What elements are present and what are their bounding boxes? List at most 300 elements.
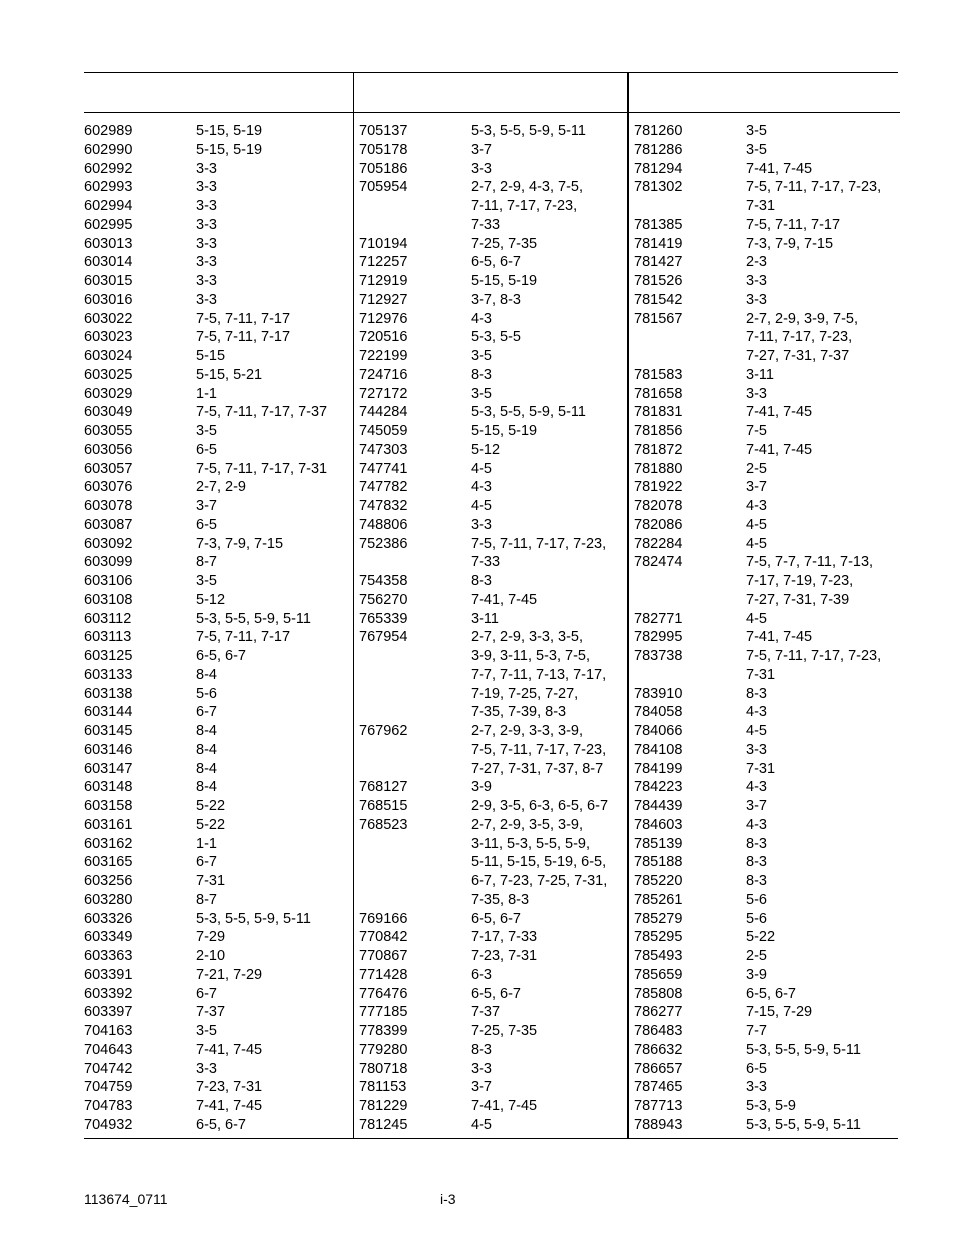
part-number: 782771 <box>634 610 683 627</box>
part-number: 781245 <box>359 1116 408 1133</box>
part-number: 603099 <box>84 554 133 571</box>
page-references: 2-3 <box>746 254 767 271</box>
page-references: 7-5, 7-11, 7-17 <box>746 216 841 233</box>
page-references: 4-5 <box>471 460 492 477</box>
part-number: 768523 <box>359 816 408 833</box>
part-number: 602993 <box>84 179 133 196</box>
part-number: 722199 <box>359 348 408 364</box>
part-number: 603397 <box>84 1004 133 1021</box>
part-number: 603016 <box>84 291 133 308</box>
page-references: 7-23, 7-31 <box>471 948 538 964</box>
page-references: 7-3, 7-9, 7-15 <box>196 535 284 552</box>
part-number: 747741 <box>359 460 408 477</box>
part-number: 780718 <box>359 1060 408 1077</box>
part-number: 712919 <box>359 273 408 289</box>
page-references: 5-15, 5-19 <box>196 141 263 158</box>
page-references: 7-33 <box>471 216 501 233</box>
part-number: 704163 <box>84 1023 133 1039</box>
page-references: 7-41, 7-45 <box>746 441 813 458</box>
page-references: 3-3 <box>196 291 217 308</box>
part-number: 603280 <box>84 891 133 908</box>
part-number: 781419 <box>634 235 683 252</box>
page-references: 5-15, 5-19 <box>471 423 538 439</box>
part-number: 784199 <box>634 760 683 777</box>
page-references: 2-5 <box>746 460 767 477</box>
part-number: 744284 <box>359 404 408 421</box>
page-references: 7-5, 7-11, 7-17 <box>196 629 291 646</box>
page-references: 4-5 <box>471 498 492 514</box>
part-number: 603112 <box>84 610 132 627</box>
part-number: 781542 <box>634 291 683 308</box>
part-number: 603392 <box>84 985 133 1002</box>
page-references: 7-21, 7-29 <box>196 966 263 983</box>
page-references: 3-5 <box>196 573 217 589</box>
page-references: 5-22 <box>196 798 226 814</box>
page-references: 3-7 <box>196 498 217 514</box>
page-references: 5-6 <box>746 910 767 927</box>
page-references: 8-4 <box>196 779 217 796</box>
page-references: 5-22 <box>196 816 226 833</box>
page-references: 3-3 <box>746 273 767 289</box>
page-references: 5-3, 5-5, 5-9, 5-11 <box>471 123 586 139</box>
part-number: 603076 <box>84 479 133 496</box>
part-number: 603165 <box>84 854 133 871</box>
part-number: 603161 <box>84 816 133 833</box>
part-number: 712976 <box>359 310 408 327</box>
part-number: 705186 <box>359 160 408 177</box>
page-references: 5-3, 5-9 <box>746 1098 796 1114</box>
part-number: 781872 <box>634 441 683 458</box>
page-references: 4-3 <box>746 704 767 721</box>
page-references: 3-7 <box>471 141 492 158</box>
page-references: 2-7, 2-9, 4-3, 7-5, <box>471 179 584 196</box>
part-number: 781831 <box>634 404 683 421</box>
part-number: 603013 <box>84 235 133 252</box>
part-number: 705954 <box>359 179 408 196</box>
part-number: 603055 <box>84 423 133 439</box>
part-number: 784603 <box>634 816 683 833</box>
document-number: 113674_0711 <box>84 1191 168 1207</box>
part-number: 603049 <box>84 404 133 421</box>
part-number: 603023 <box>84 329 133 346</box>
page-references: 7-35, 8-3 <box>471 891 530 908</box>
part-number: 777185 <box>359 1004 408 1021</box>
page-references: 5-22 <box>746 929 776 946</box>
part-number: 785139 <box>634 835 683 852</box>
page-references: 6-7 <box>196 985 217 1002</box>
page-references: 7-41, 7-45 <box>471 591 538 608</box>
page-references: 1-1 <box>196 835 217 852</box>
part-number: 787713 <box>634 1098 683 1114</box>
part-number: 603133 <box>84 666 133 683</box>
page-references: 7-31 <box>746 666 776 683</box>
page-references: 7-11, 7-17, 7-23, <box>471 198 578 214</box>
page-references: 5-3, 5-5, 5-9, 5-11 <box>746 1041 861 1058</box>
part-number: 785808 <box>634 985 683 1002</box>
page-references: 7-41, 7-45 <box>746 629 813 646</box>
part-number: 767954 <box>359 629 408 646</box>
part-number: 781153 <box>359 1079 407 1096</box>
page-references: 7-31 <box>196 873 226 889</box>
page-references: 6-5 <box>196 516 217 533</box>
part-number: 785188 <box>634 854 683 871</box>
page-references: 8-3 <box>746 835 767 852</box>
part-number: 781922 <box>634 479 683 496</box>
page-references: 3-3 <box>196 273 217 289</box>
page-references: 3-3 <box>746 741 767 758</box>
part-number: 747832 <box>359 498 408 514</box>
page-references: 4-5 <box>471 1116 492 1133</box>
page-references: 5-3, 5-5, 5-9, 5-11 <box>471 404 586 421</box>
page-references: 7-31 <box>746 198 776 214</box>
part-number: 756270 <box>359 591 408 608</box>
page-references: 6-5, 6-7 <box>471 910 521 927</box>
part-number: 603148 <box>84 779 133 796</box>
page-references: 7-5, 7-11, 7-17 <box>196 329 291 346</box>
part-number: 784439 <box>634 798 683 814</box>
page-references: 6-7, 7-23, 7-25, 7-31, <box>471 873 608 889</box>
page-references: 2-5 <box>746 948 767 964</box>
part-number: 781294 <box>634 160 683 177</box>
page-references: 2-10 <box>196 948 226 964</box>
page-references: 5-12 <box>471 441 501 458</box>
page-references: 3-7, 8-3 <box>471 291 521 308</box>
page-references: 5-15 <box>196 348 226 364</box>
part-number: 603057 <box>84 460 133 477</box>
page-references: 7-17, 7-19, 7-23, <box>746 573 854 589</box>
page-references: 7-5, 7-11, 7-17, 7-31 <box>196 460 328 477</box>
page-references: 5-11, 5-15, 5-19, 6-5, <box>471 854 607 871</box>
part-number: 783738 <box>634 648 683 664</box>
part-number: 787465 <box>634 1079 683 1096</box>
page-references: 2-9, 3-5, 6-3, 6-5, 6-7 <box>471 798 609 814</box>
page-references: 7-41, 7-45 <box>471 1098 538 1114</box>
part-number: 788943 <box>634 1116 683 1133</box>
part-number: 782078 <box>634 498 683 514</box>
page-references: 6-5, 6-7 <box>196 1116 246 1133</box>
page-references: 3-3 <box>196 254 217 271</box>
header-bottom-rule <box>84 112 900 113</box>
page-references: 3-3 <box>196 179 217 196</box>
page-references: 7-19, 7-25, 7-27, <box>471 685 579 702</box>
page-references: 3-7 <box>746 798 767 814</box>
page-references: 2-7, 2-9, 3-9, 7-5, <box>746 310 859 327</box>
page-references: 7-5 <box>746 423 767 439</box>
page-references: 7-7 <box>746 1023 767 1039</box>
page-references: 3-5 <box>196 1023 217 1039</box>
part-number: 603029 <box>84 385 133 402</box>
part-number: 781385 <box>634 216 683 233</box>
page-references: 7-25, 7-35 <box>471 1023 538 1039</box>
part-number: 603087 <box>84 516 133 533</box>
page-references: 8-4 <box>196 723 217 739</box>
page-references: 7-27, 7-31, 7-37, 8-7 <box>471 760 604 777</box>
page-references: 5-6 <box>196 685 217 702</box>
part-number: 767962 <box>359 723 408 739</box>
page-references: 5-15, 5-19 <box>196 123 263 139</box>
part-number: 603056 <box>84 441 133 458</box>
column-divider-1 <box>353 73 354 1139</box>
part-number: 770842 <box>359 929 408 946</box>
page-references: 3-11 <box>471 610 499 627</box>
page-references: 2-7, 2-9, 3-5, 3-9, <box>471 816 584 833</box>
page-references: 7-17, 7-33 <box>471 929 538 946</box>
part-number: 603144 <box>84 704 133 721</box>
page-references: 7-25, 7-35 <box>471 235 538 252</box>
part-number: 602994 <box>84 198 133 214</box>
page-references: 3-3 <box>746 385 767 402</box>
page-references: 7-3, 7-9, 7-15 <box>746 235 834 252</box>
page-references: 2-7, 2-9 <box>196 479 246 496</box>
part-number: 710194 <box>359 235 408 252</box>
page-references: 8-7 <box>196 554 217 571</box>
part-number: 781427 <box>634 254 683 271</box>
page-references: 4-3 <box>471 310 492 327</box>
part-number: 779280 <box>359 1041 408 1058</box>
part-number: 603014 <box>84 254 133 271</box>
part-number: 771428 <box>359 966 408 983</box>
part-number: 704742 <box>84 1060 133 1077</box>
page-references: 7-27, 7-31, 7-37 <box>746 348 850 364</box>
page-references: 8-4 <box>196 741 217 758</box>
part-number: 705178 <box>359 141 408 158</box>
part-number: 704783 <box>84 1098 133 1114</box>
page-references: 7-33 <box>471 554 501 571</box>
part-number: 782086 <box>634 516 683 533</box>
page-references: 3-9 <box>746 966 767 983</box>
part-number: 768515 <box>359 798 408 814</box>
part-number: 778399 <box>359 1023 408 1039</box>
part-number: 781856 <box>634 423 683 439</box>
page-references: 3-5 <box>471 385 492 402</box>
page-references: 3-3 <box>196 198 217 214</box>
table-top-rule <box>84 72 898 73</box>
part-number: 784108 <box>634 741 683 758</box>
part-number: 603138 <box>84 685 133 702</box>
part-number: 712257 <box>359 254 408 271</box>
page-references: 3-3 <box>471 516 492 533</box>
part-number: 781880 <box>634 460 683 477</box>
part-number: 781229 <box>359 1098 408 1114</box>
part-number: 785493 <box>634 948 683 964</box>
page-references: 4-3 <box>746 816 767 833</box>
part-number: 770867 <box>359 948 408 964</box>
part-number: 724716 <box>359 366 408 383</box>
part-number: 712927 <box>359 291 408 308</box>
page-references: 5-3, 5-5 <box>471 329 521 346</box>
page-references: 5-6 <box>746 891 767 908</box>
part-number: 602995 <box>84 216 133 233</box>
part-number: 603145 <box>84 723 133 739</box>
page-references: 7-5, 7-11, 7-17 <box>196 310 291 327</box>
part-number: 781526 <box>634 273 683 289</box>
part-number: 785659 <box>634 966 683 983</box>
page-references: 7-5, 7-11, 7-17, 7-23, <box>471 535 607 552</box>
page-references: 3-5 <box>746 123 767 139</box>
page-references: 6-5, 6-7 <box>471 985 521 1002</box>
part-number: 704759 <box>84 1079 133 1096</box>
page-references: 8-3 <box>471 366 492 383</box>
part-number: 765339 <box>359 610 408 627</box>
page-references: 3-5 <box>746 141 767 158</box>
page-references: 7-41, 7-45 <box>746 404 813 421</box>
part-number: 603022 <box>84 310 133 327</box>
page-references: 8-3 <box>471 1041 492 1058</box>
column-divider-2 <box>627 73 629 1139</box>
page-references: 7-35, 7-39, 8-3 <box>471 704 567 721</box>
part-number: 781260 <box>634 123 683 139</box>
page-references: 7-37 <box>196 1004 226 1021</box>
part-number: 603025 <box>84 366 133 383</box>
page-number: i-3 <box>440 1191 456 1207</box>
part-number: 704932 <box>84 1116 133 1133</box>
page-references: 8-3 <box>746 854 767 871</box>
page-references: 7-11, 7-17, 7-23, <box>746 329 853 346</box>
page-references: 4-5 <box>746 610 767 627</box>
part-number: 747303 <box>359 441 408 458</box>
part-number: 603158 <box>84 798 133 814</box>
page-references: 7-5, 7-11, 7-17, 7-23, <box>471 741 607 758</box>
page-references: 4-5 <box>746 535 767 552</box>
page-references: 5-3, 5-5, 5-9, 5-11 <box>746 1116 861 1133</box>
page-references: 5-12 <box>196 591 226 608</box>
page-references: 7-7, 7-11, 7-13, 7-17, <box>471 666 607 683</box>
page-references: 2-7, 2-9, 3-3, 3-5, <box>471 629 584 646</box>
part-number: 748806 <box>359 516 408 533</box>
part-number: 603125 <box>84 648 133 664</box>
part-number: 603113 <box>84 629 132 646</box>
page-references: 7-41, 7-45 <box>196 1098 263 1114</box>
page-references: 6-5, 6-7 <box>196 648 246 664</box>
page-references: 3-3 <box>471 1060 492 1077</box>
page-references: 6-7 <box>196 854 217 871</box>
part-number: 786632 <box>634 1041 683 1058</box>
part-number: 603363 <box>84 948 133 964</box>
part-number: 781286 <box>634 141 683 158</box>
part-number: 603391 <box>84 966 133 983</box>
page-references: 4-5 <box>746 516 767 533</box>
page-references: 3-11, 5-3, 5-5, 5-9, <box>471 835 591 852</box>
part-number: 603106 <box>84 573 133 589</box>
part-number: 720516 <box>359 329 408 346</box>
page-references: 3-9, 3-11, 5-3, 7-5, <box>471 648 591 664</box>
part-number: 603349 <box>84 929 133 946</box>
page-references: 7-27, 7-31, 7-39 <box>746 591 850 608</box>
page-references: 3-3 <box>196 160 217 177</box>
page-references: 7-5, 7-11, 7-17, 7-23, <box>746 648 882 664</box>
part-number: 603256 <box>84 873 133 889</box>
part-number: 727172 <box>359 385 408 402</box>
page-references: 7-31 <box>746 760 776 777</box>
part-number: 783910 <box>634 685 683 702</box>
part-number: 781567 <box>634 310 683 327</box>
page-references: 7-5, 7-11, 7-17, 7-23, <box>746 179 882 196</box>
page-references: 3-3 <box>196 235 217 252</box>
part-number: 603108 <box>84 591 133 608</box>
part-number: 603146 <box>84 741 133 758</box>
part-number: 602992 <box>84 160 133 177</box>
page-references: 5-3, 5-5, 5-9, 5-11 <box>196 910 311 927</box>
part-number: 754358 <box>359 573 408 589</box>
page-references: 7-41, 7-45 <box>196 1041 263 1058</box>
part-number: 603024 <box>84 348 133 364</box>
page-references: 3-9 <box>471 779 492 796</box>
table-bottom-rule <box>84 1138 898 1139</box>
page-references: 3-3 <box>471 160 492 177</box>
part-number: 782995 <box>634 629 683 646</box>
part-number: 786277 <box>634 1004 683 1021</box>
page-references: 7-5, 7-7, 7-11, 7-13, <box>746 554 874 571</box>
page-references: 2-7, 2-9, 3-3, 3-9, <box>471 723 584 739</box>
page-references: 3-5 <box>196 423 217 439</box>
part-number: 785279 <box>634 910 683 927</box>
page-references: 4-3 <box>746 779 767 796</box>
page-references: 7-41, 7-45 <box>746 160 813 177</box>
page-references: 6-5 <box>196 441 217 458</box>
part-number: 768127 <box>359 779 408 796</box>
page-references: 4-3 <box>471 479 492 496</box>
part-number: 784058 <box>634 704 683 721</box>
page-references: 8-3 <box>471 573 492 589</box>
part-number: 747782 <box>359 479 408 496</box>
page-references: 8-4 <box>196 760 217 777</box>
part-number: 781302 <box>634 179 683 196</box>
page-references: 8-4 <box>196 666 217 683</box>
part-number: 603015 <box>84 273 133 289</box>
page-references: 6-5, 6-7 <box>471 254 521 271</box>
page-references: 3-3 <box>746 1079 767 1096</box>
part-number: 784223 <box>634 779 683 796</box>
page-references: 3-5 <box>471 348 492 364</box>
part-number: 785295 <box>634 929 683 946</box>
part-number: 785220 <box>634 873 683 889</box>
page-references: 5-3, 5-5, 5-9, 5-11 <box>196 610 311 627</box>
part-number: 752386 <box>359 535 408 552</box>
page-references: 3-3 <box>196 216 217 233</box>
page-references: 6-7 <box>196 704 217 721</box>
part-number: 776476 <box>359 985 408 1002</box>
part-number: 782474 <box>634 554 683 571</box>
page-references: 3-3 <box>196 1060 217 1077</box>
page-references: 3-7 <box>746 479 767 496</box>
part-number: 603162 <box>84 835 133 852</box>
page-references: 5-15, 5-19 <box>471 273 538 289</box>
page-references: 4-5 <box>746 723 767 739</box>
part-number: 704643 <box>84 1041 133 1058</box>
page-references: 1-1 <box>196 385 217 402</box>
part-number: 745059 <box>359 423 408 439</box>
part-number: 781658 <box>634 385 683 402</box>
page-references: 8-3 <box>746 873 767 889</box>
part-number: 602989 <box>84 123 133 139</box>
part-number: 782284 <box>634 535 683 552</box>
page-references: 8-7 <box>196 891 217 908</box>
page-references: 6-5, 6-7 <box>746 985 796 1002</box>
page-references: 7-23, 7-31 <box>196 1079 263 1096</box>
part-number: 603326 <box>84 910 133 927</box>
page-references: 5-15, 5-21 <box>196 366 263 383</box>
part-number: 784066 <box>634 723 683 739</box>
part-number: 602990 <box>84 141 133 158</box>
part-number: 785261 <box>634 891 683 908</box>
part-number: 786483 <box>634 1023 683 1039</box>
page-references: 6-3 <box>471 966 492 983</box>
page-references: 3-3 <box>746 291 767 308</box>
part-number: 781583 <box>634 366 683 383</box>
page-references: 7-29 <box>196 929 226 946</box>
page-references: 7-15, 7-29 <box>746 1004 813 1021</box>
page-references: 7-37 <box>471 1004 501 1021</box>
